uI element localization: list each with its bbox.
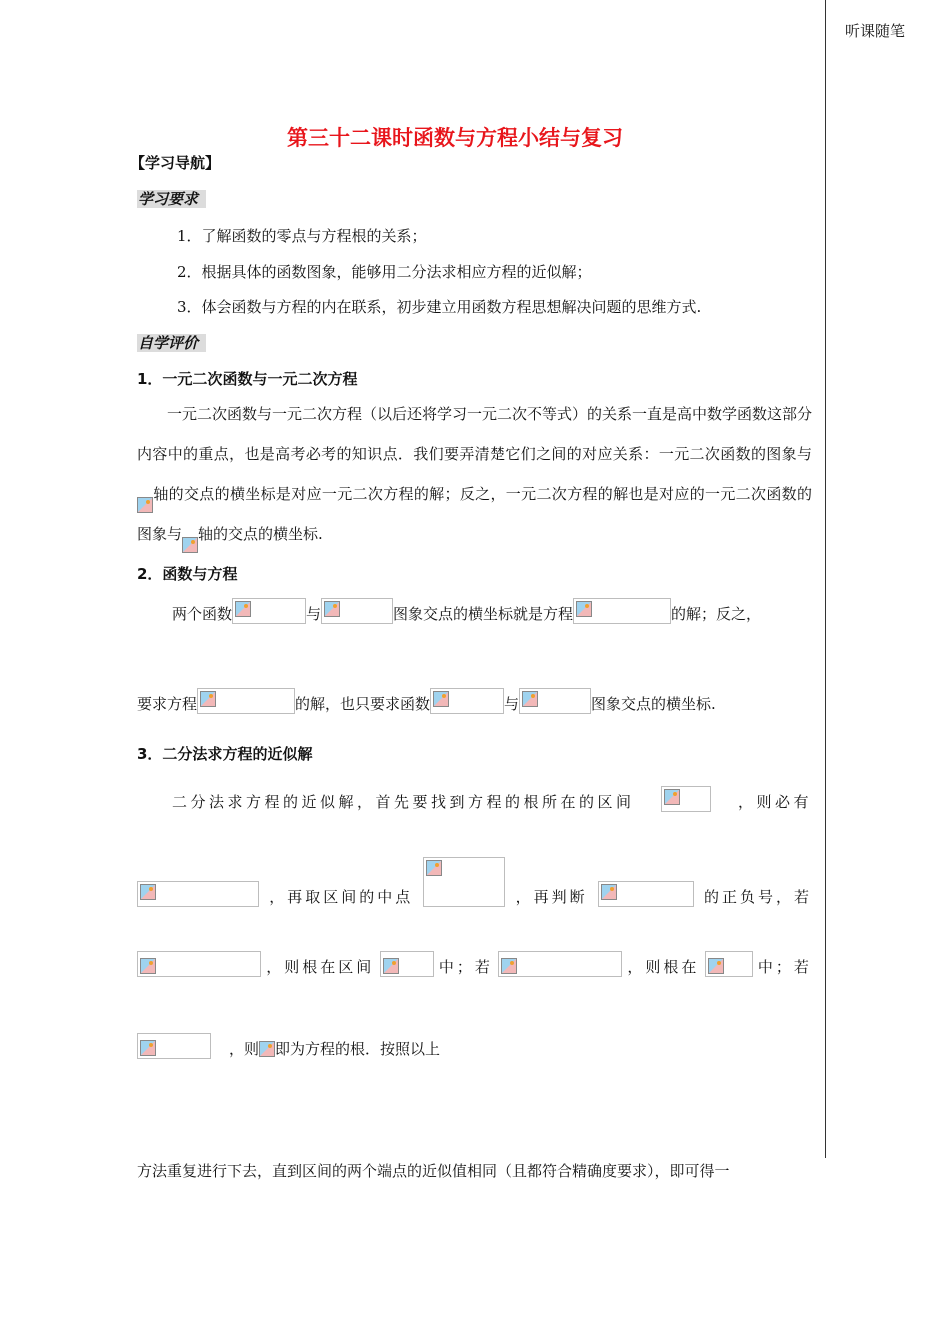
section-1-text-b: 轴的交点的横坐标是对应一元二次方程的解；反之，一元二次方程的解也是对应的一元二次函数的图象与 [137,485,812,543]
text-span: 中；若 [757,958,812,976]
section-1-text-a: 一元二次函数与一元二次方程（以后还将学习一元二次不等式）的关系一直是高中数学函数这部分内容中的重点，也是高考必考的知识点．我们要弄清楚它们之间的对应关系：一元二次函数的图象与 [137,405,813,463]
formula-image-placeholder [573,598,671,624]
side-rule [825,0,826,1158]
image-placeholder-icon [182,536,198,554]
section-2-heading: 2．函数与方程 [137,565,238,583]
formula-image-placeholder [380,951,434,977]
requirements-heading [137,188,206,209]
requirements-heading-text: 学习要求 [137,190,206,208]
text-span: 两个函数 [172,605,233,623]
formula-image-placeholder [598,881,694,907]
text-span: 要求方程 [137,695,198,713]
section-2-line-1 [172,598,812,624]
nav-heading: 【学习导航】 [130,154,221,172]
text-span: ，再判断 [515,888,588,906]
section-3-line-2 [137,857,812,907]
text-span: 的解；反之， [671,605,762,623]
formula-image-placeholder [232,598,306,624]
text-span: 图象交点的横坐标就是方程 [393,605,574,623]
section-3-heading: 3．二分法求方程的近似解 [137,745,313,763]
formula-image-placeholder [519,688,591,714]
image-placeholder-icon [137,496,153,514]
text-span: ，则根在区间 [266,958,375,976]
formula-image-placeholder [321,598,393,624]
section-1-paragraph [137,394,812,554]
self-eval-heading-text: 自学评价 [137,334,206,352]
formula-image-placeholder [498,951,622,977]
section-3-line-1 [172,786,812,812]
formula-image-placeholder [661,786,711,812]
text-span: 与 [504,695,520,713]
text-span: 即为方程的根．按照以上 [275,1040,441,1058]
side-note-label: 听课随笔 [845,22,906,40]
requirement-item: 1．了解函数的零点与方程根的关系； [177,227,427,245]
page-title: 第三十二课时函数与方程小结与复习 [287,126,623,150]
section-1-text-c: 轴的交点的横坐标. [198,525,323,543]
text-span: 的正负号，若 [703,888,812,906]
text-span: 与 [306,605,322,623]
formula-image-placeholder [197,688,295,714]
section-1-heading: 1．一元二次函数与一元二次方程 [137,370,358,388]
section-3-line-3 [137,951,812,977]
text-span: 的解，也只要求函数 [295,695,431,713]
formula-image-placeholder [137,951,261,977]
text-span: ，则 [229,1040,260,1058]
text-span: 二分法求方程的近似解，首先要找到方程的根所在的区间 [172,793,635,811]
self-eval-heading [137,332,206,353]
text-span: 中；若 [438,958,493,976]
formula-image-placeholder [430,688,504,714]
text-span: ，再取区间的中点 [269,888,414,906]
formula-image-placeholder [137,881,259,907]
requirement-item: 3．体会函数与方程的内在联系，初步建立用函数方程思想解决问题的思维方式. [177,298,702,316]
text-span: ，则根在 [627,958,700,976]
section-3-line-5: 方法重复进行下去，直到区间的两个端点的近似值相同（且都符合精确度要求），即可得一 [137,1162,730,1180]
text-span: ，则必有 [737,793,812,811]
section-3-line-4 [137,1033,812,1059]
formula-image-placeholder [423,857,505,907]
image-placeholder-icon [259,1037,275,1059]
requirement-item: 2．根据具体的函数图象，能够用二分法求相应方程的近似解； [177,263,592,281]
formula-image-placeholder [705,951,753,977]
formula-image-placeholder [137,1033,211,1059]
section-2-line-2 [137,688,812,714]
text-span: 图象交点的横坐标. [591,695,716,713]
